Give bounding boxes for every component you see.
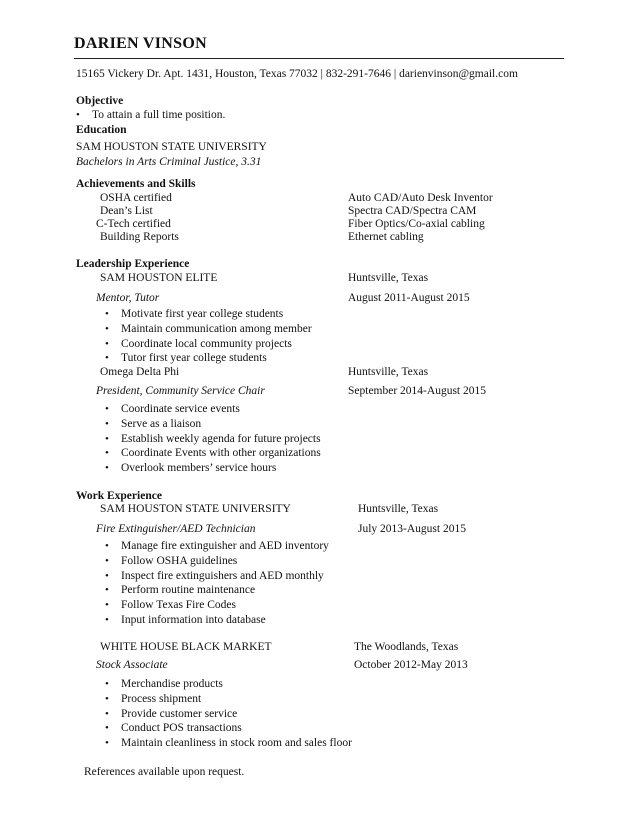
education-degree: Bachelors in Arts Criminal Justice, 3.31: [76, 156, 262, 168]
skills-heading: Achievements and Skills: [76, 178, 196, 190]
contact-line: 15165 Vickery Dr. Apt. 1431, Houston, Texas 77032 | 832-291-7646 | darienvinson@gmail.com: [76, 68, 518, 80]
work-org: WHITE HOUSE BLACK MARKET: [100, 641, 272, 653]
leadership-org: SAM HOUSTON ELITE: [100, 272, 218, 284]
skill-left-item: Building Reports: [100, 231, 179, 243]
leadership-dates: August 2011-August 2015: [348, 292, 470, 304]
education-school: SAM HOUSTON STATE UNIVERSITY: [76, 141, 267, 153]
list-item: • Establish weekly agenda for future projects: [121, 432, 321, 447]
list-item: • Overlook members’ service hours: [121, 461, 321, 476]
skill-right-item: Auto CAD/Auto Desk Inventor: [348, 192, 493, 204]
leadership-location: Huntsville, Texas: [348, 272, 429, 284]
leadership-role: Mentor, Tutor: [96, 292, 160, 304]
list-item: • Follow Texas Fire Codes: [121, 598, 329, 613]
skill-right-item: Spectra CAD/Spectra CAM: [348, 205, 477, 217]
leadership-location: Huntsville, Texas: [348, 366, 429, 378]
list-item: • Input information into database: [121, 613, 329, 628]
leadership-org: Omega Delta Phi: [100, 366, 180, 378]
work-role: Fire Extinguisher/AED Technician: [96, 523, 256, 535]
list-item: • Serve as a liaison: [121, 417, 321, 432]
references-note: References available upon request.: [84, 766, 245, 778]
resume-name: DARIEN VINSON: [74, 35, 207, 52]
work-location: The Woodlands, Texas: [354, 641, 459, 653]
work-role: Stock Associate: [96, 659, 168, 671]
work-bullets: [121, 539, 329, 628]
list-item: • Follow OSHA guidelines: [121, 554, 329, 569]
leadership-bullets: [121, 307, 312, 366]
skill-left-item: OSHA certified: [100, 192, 172, 204]
work-dates: July 2013-August 2015: [358, 523, 466, 535]
education-heading: Education: [76, 124, 127, 136]
work-dates: October 2012-May 2013: [354, 659, 468, 671]
leadership-bullets: [121, 402, 321, 476]
objective-heading: Objective: [76, 95, 124, 107]
list-item: • Conduct POS transactions: [121, 721, 352, 736]
skill-right-item: Ethernet cabling: [348, 231, 424, 243]
leadership-heading: Leadership Experience: [76, 258, 190, 270]
list-item: • Manage fire extinguisher and AED inventory: [121, 539, 329, 554]
list-item: • Motivate first year college students: [121, 307, 312, 322]
leadership-dates: September 2014-August 2015: [348, 385, 486, 397]
list-item: • Coordinate Events with other organizations: [121, 446, 321, 461]
list-item: • Merchandise products: [121, 677, 352, 692]
list-item: • Process shipment: [121, 692, 352, 707]
skill-left-item: Dean’s List: [100, 205, 153, 217]
work-org: SAM HOUSTON STATE UNIVERSITY: [100, 503, 291, 515]
list-item: • Coordinate local community projects: [121, 337, 312, 352]
list-item: • Tutor first year college students: [121, 351, 312, 366]
objective-list: [92, 108, 225, 123]
list-item: • Perform routine maintenance: [121, 583, 329, 598]
list-item: • Maintain cleanliness in stock room and sales floor: [121, 736, 352, 751]
skill-right-item: Fiber Optics/Co-axial cabling: [348, 218, 485, 230]
header-divider: [74, 58, 564, 59]
work-bullets: [121, 677, 352, 751]
list-item: • Provide customer service: [121, 707, 352, 722]
work-heading: Work Experience: [76, 490, 162, 502]
leadership-role: President, Community Service Chair: [96, 385, 265, 397]
work-location: Huntsville, Texas: [358, 503, 439, 515]
list-item: • Maintain communication among member: [121, 322, 312, 337]
list-item: • Inspect fire extinguishers and AED monthly: [121, 569, 329, 584]
list-item: • Coordinate service events: [121, 402, 321, 417]
objective-text: • To attain a full time position.: [92, 108, 225, 123]
skill-left-item: C-Tech certified: [96, 218, 171, 230]
